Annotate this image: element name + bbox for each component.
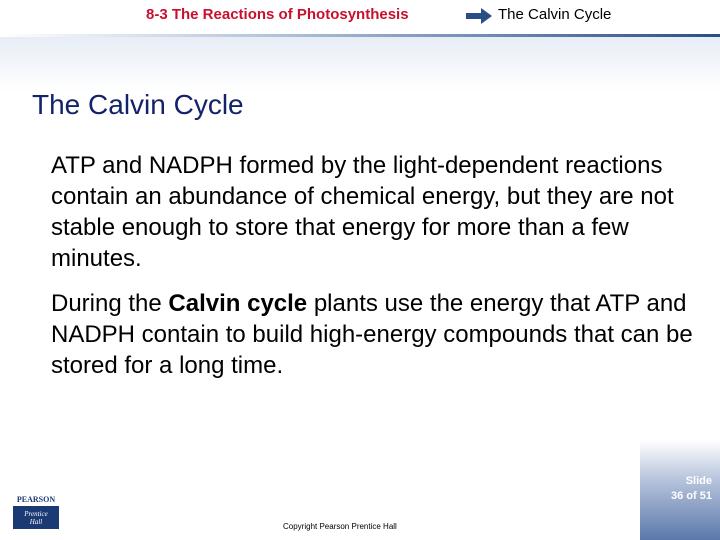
slide-title: The Calvin Cycle: [32, 89, 244, 120]
paragraph-text: During the: [51, 290, 169, 317]
key-term: Calvin cycle: [168, 290, 308, 317]
paragraph-text: plants use the energy that ATP and NADPH contain to build high-energy compounds that can be stored for a long time.: [51, 290, 693, 379]
logo-publisher: PEARSON: [13, 493, 59, 507]
arrow-right-icon: [466, 8, 492, 24]
slide-number: [654, 474, 712, 504]
background-shade: [0, 37, 720, 92]
slide-label: Slide: [685, 475, 712, 487]
slide-header: [0, 0, 720, 34]
body-paragraph-2: [51, 288, 699, 381]
copyright-text: Copyright Pearson Prentice Hall: [283, 522, 397, 531]
slide-count: 36 of 51: [671, 490, 712, 502]
topic-title: The Calvin Cycle: [498, 6, 612, 23]
body-paragraph-1: ATP and NADPH formed by the light-dependent reactions contain an abundance of chemical energy, but they are not stable enough to store that energy for more than a few minutes.: [51, 152, 674, 272]
logo-imprint-line: Prentice: [24, 510, 48, 518]
logo-imprint: [13, 507, 59, 529]
section-title: 8-3 The Reactions of Photosynthesis: [146, 6, 409, 23]
pearson-logo: [13, 493, 59, 529]
logo-imprint-line: Hall: [29, 518, 43, 526]
